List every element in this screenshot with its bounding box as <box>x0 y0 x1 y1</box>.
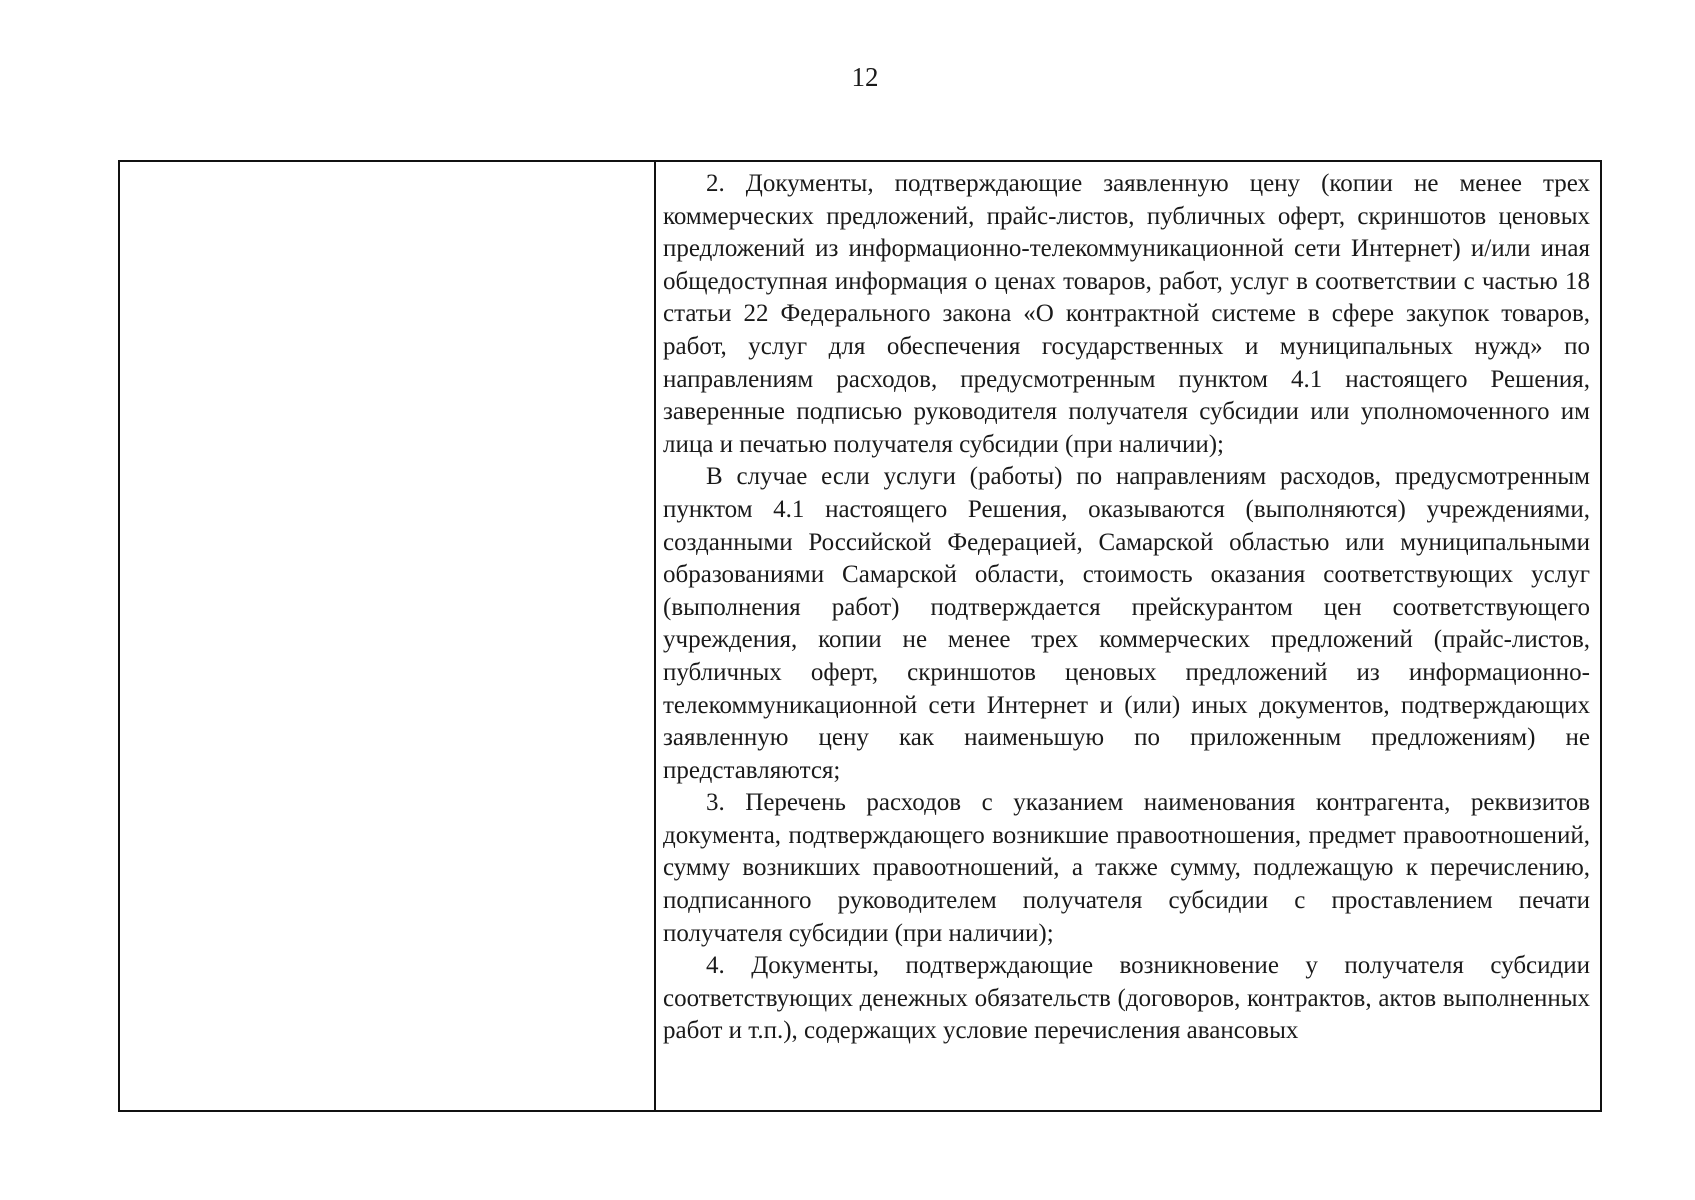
paragraph-exception: В случае если услуги (работы) по направлениям расходов, предусмотренным пунктом 4.1 настоящего Решения, оказываются (выполняются) учреждениями, созданными Российской Федерацией, Самарской областью или муниципальными образованиями Самарской области, стоимость оказания соответствующих услуг (выполнения работ) подтверждается прейскурантом цен соответствующего учреждения, копии не менее трех коммерческих предложений (прайс-листов, публичных оферт, скриншотов ценовых предложений из информационно-телекоммуникационной сети Интернет и (или) иных документов, подтверждающих заявленную цену как наименьшую по приложенным предложениям) не представляются; <box>663 463 1590 784</box>
page-number: 12 <box>851 62 879 92</box>
document-table <box>118 160 1602 1112</box>
paragraph-item-4: 4. Документы, подтверждающие возникновение у получателя субсидии соответствующих денежных обязательств (договоров, контрактов, актов выполненных работ и т.п.), содержащих условие перечисления авансовых <box>663 952 1590 1045</box>
table-left-cell <box>120 162 656 1110</box>
table-right-cell <box>656 162 1600 1110</box>
paragraph-item-2: 2. Документы, подтверждающие заявленную цену (копии не менее трех коммерческих предложений, прайс-листов, публичных оферт, скриншотов ценовых предложений из информационно-телекоммуникационной сети Интернет) и/или иная общедоступная информация о ценах товаров, работ, услуг в соответствии с частью 18 статьи 22 Федерального закона «О контрактной системе в сфере закупок товаров, работ, услуг для обеспечения государственных и муниципальных нужд» по направлениям расходов, предусмотренным пунктом 4.1 настоящего Решения, заверенные подписью руководителя получателя субсидии или уполномоченного им лица и печатью получателя субсидии (при наличии); <box>663 170 1590 458</box>
paragraph-item-3: 3. Перечень расходов с указанием наименования контрагента, реквизитов документа, подтверждающего возникшие правоотношения, предмет правоотношений, сумму возникших правоотношений, а также сумму, подлежащую к перечислению, подписанного руководителем получателя субсидии с проставлением печати получателя субсидии (при наличии); <box>663 789 1590 947</box>
